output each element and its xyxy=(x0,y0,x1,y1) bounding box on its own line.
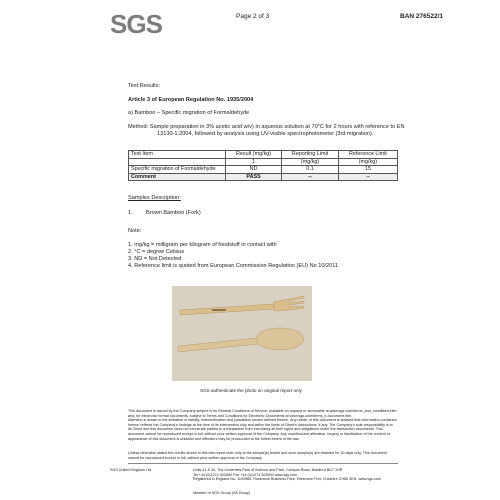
disclaimer-line: and, for electronic format documents, subject to Terms and Conditions for Electronic Documents at www.sgs.com/terms_e-document.htm. xyxy=(128,413,353,418)
table-row xyxy=(129,166,398,174)
footer-member: Member of SGS Group (SA Group) xyxy=(193,491,251,495)
disclaimer-line: hereon reflects the Company's findings at the time of its intervention only and within the limits of Client's instructions, if any. The Company's sole responsibility is to xyxy=(128,422,393,427)
page-number: Page 2 of 3 xyxy=(236,13,270,20)
samples-label: Samples Description: xyxy=(128,195,181,201)
note-line: 4. Reference limit is quoted from European Commission Regulation (EU) No 10/2011 xyxy=(128,263,339,269)
disclaimer-line: This document is issued by the Company subject to its General Conditions of Service, available on request or accessible at www.sgs.com/terms_and_conditions.htm xyxy=(128,409,397,413)
report-number: BAN 276522/1 xyxy=(400,13,443,20)
table-header-cell: Reporting Limit xyxy=(282,151,338,159)
table-cell: -- xyxy=(338,173,397,181)
footer-company: SGS United Kingdom Ltd xyxy=(110,468,152,472)
table-cell xyxy=(129,158,226,166)
sample-item-number: 1. xyxy=(128,210,133,216)
note-line: 1. mg/kg = milligram per kilogram of foodstuff in contact with xyxy=(128,242,277,248)
method-line-1: Method: Sample preparation in 3% acetic acid w/v) in aqueous solution at 70°C for 2 hours with reference to EN xyxy=(128,124,405,130)
table-units-row xyxy=(129,158,398,166)
article-heading: Article 3 of European Regulation No. 1935/2004 xyxy=(128,97,254,103)
table-cell: (mg/kg) xyxy=(282,158,338,166)
disclaimer-line: appearance of this document is unlawful and offenders may be prosecuted to the fullest extent of the law. xyxy=(128,436,300,441)
disclaimer-line: its Client and this document does not exonerate parties to a transaction from exercising all their rights and obligations under the transaction documents. This xyxy=(128,427,383,432)
table-cell: (mg/kg) xyxy=(338,158,397,166)
note-label: Note: xyxy=(128,228,142,234)
table-cell: 0.1 xyxy=(282,166,338,174)
test-results-label: Test Results: xyxy=(128,83,161,89)
footer-address xyxy=(193,468,381,482)
photo-caption: SGS authenticate the photo on original report only xyxy=(200,388,302,393)
footer-divider xyxy=(128,463,398,464)
retention-notice xyxy=(128,451,387,460)
sub-heading: a) Bamboo – Specific migration of Formaldehyde xyxy=(128,110,250,116)
note-line: 2. °C = degree Celsius xyxy=(128,249,185,255)
table-cell: 15 xyxy=(338,166,397,174)
retention-line: cannot be reproduced except in full, without prior written approval of the Company. xyxy=(128,455,263,460)
table-cell: 1 xyxy=(225,158,281,166)
table-cell: Comment xyxy=(129,173,226,181)
table-header-cell: Result (mg/kg) xyxy=(225,151,281,159)
table-cell: Specific migration of Formaldehyde xyxy=(129,166,226,174)
sgs-logo: SGS xyxy=(110,9,162,39)
table-header-row xyxy=(129,151,398,159)
footer-address-line: Tel +44 (0)1274 303080 Fax +44 (0)1274 303909 www.sgs.com xyxy=(193,472,298,477)
disclaimer-line: Attention is drawn to the limitation of liability, indemnification and jurisdiction issues defined therein. Any holder of this document is advised that information contained xyxy=(128,418,397,423)
disclaimer-line: document cannot be reproduced except in full, without prior written approval of the Company. Any unauthorized alteration, forgery or falsification of the content or xyxy=(128,431,391,436)
table-header-cell: Test Item xyxy=(129,151,226,159)
results-table xyxy=(128,150,398,181)
table-comment-row xyxy=(129,173,398,181)
table-cell: -- xyxy=(282,173,338,181)
table-header-cell: Reference Limit xyxy=(338,151,397,159)
table-cell: ND xyxy=(225,166,281,174)
disclaimer xyxy=(128,409,397,441)
retention-line: Unless otherwise stated the results shown in this test report refer only to the sample(s) tested and such sample(s) are retained for 30 days only. This document xyxy=(128,451,387,455)
table-cell: PASS xyxy=(225,173,281,181)
footer-address-line: Units 41 & 43, The Lindenfels Park of Science and Park, Campus Road, Bradford BD7 1HR xyxy=(193,468,343,472)
utensils-illustration xyxy=(172,286,312,381)
note-line: 3. ND = Not Detected xyxy=(128,256,182,262)
footer-address-line: Registered in England No. 1193985. Rossmore Business Park, Ellesmere Port, Cheshire CH65 3EN. www.sgs.com xyxy=(193,477,381,482)
method-line-2: 13130-1:2004, followed by analysis using UV-visible spectrophotometer (3rd migration). xyxy=(157,131,374,137)
sample-item-text: Brown Bamboo (Fork) xyxy=(146,210,201,216)
sample-photo xyxy=(172,286,312,381)
